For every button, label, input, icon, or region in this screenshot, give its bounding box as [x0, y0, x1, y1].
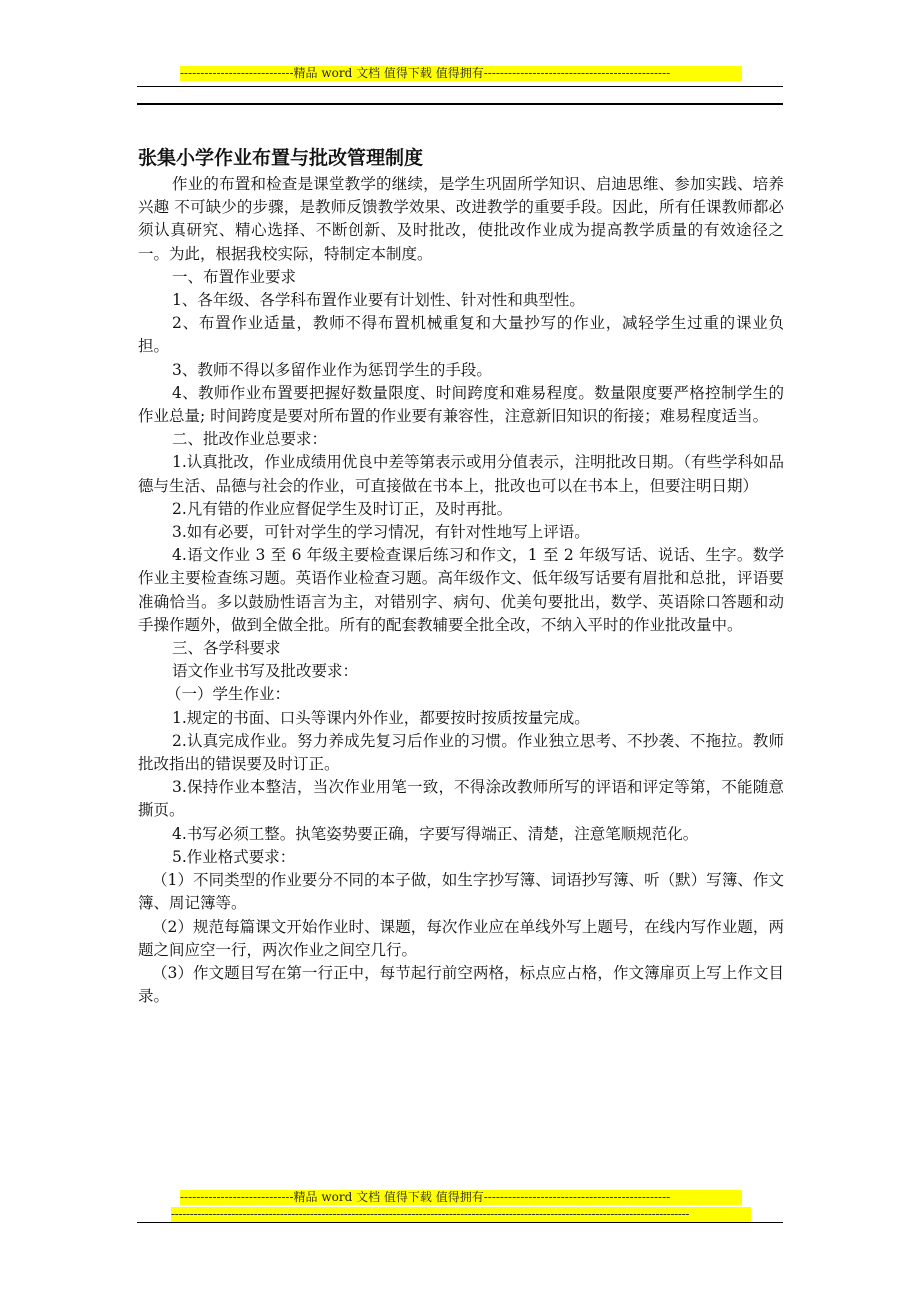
footer-banner: ----------------------------精品 word 文档 值得下载 值得拥有---------------------------------------------- — [180, 1190, 742, 1205]
page-title: 张集小学作业布置与批改管理制度 — [138, 147, 424, 169]
paragraph: 2.认真完成作业。努力养成先复习后作业的习惯。作业独立思考、不抄袭、不拖拉。教师批改指出的错误要及时订正。 — [138, 731, 784, 774]
paragraph: （1）不同类型的作业要分不同的本子做，如生字抄写簿、词语抄写簿、听（默）写簿、作文簿、周记簿等。 — [138, 871, 784, 913]
subsection-heading: 语文作业书写及批改要求： — [172, 662, 359, 681]
paragraph: 4.书写必须工整。执笔姿势要正确，字要写得端正、清楚，注意笔顺规范化。 — [172, 824, 699, 843]
paragraph: 3.保持作业本整洁，当次作业用笔一致，不得涂改教师所写的评语和评定等第，不能随意撕页。 — [138, 778, 784, 820]
header-rule-thin — [137, 86, 783, 87]
paragraph: （3）作文题目写在第一行正中，每节起行前空两格，标点应占格，作文簿扉页上写上作文目录。 — [138, 963, 784, 1006]
paragraph: 2.凡有错的作业应督促学生及时订正，及时再批。 — [172, 499, 513, 518]
section-heading-2: 二、批改作业总要求： — [172, 430, 328, 449]
footer-dashes: ------------------------------------------------------------------------------------------------------------------------------------------ — [171, 1207, 751, 1222]
document-body — [138, 144, 784, 1008]
paragraph: 5.作业格式要求： — [172, 847, 296, 866]
paragraph: （2）规范每篇课文开始作业时、课题，每次作业应在单线外写上题号，在线内写作业题，两题之间应空一行，两次作业之间空几行。 — [138, 917, 784, 959]
header-banner: ----------------------------精品 word 文档 值得下载 值得拥有---------------------------------------------- — [180, 66, 742, 81]
paragraph: 4.语文作业 3 至 6 年级主要检查课后练习和作文，1 至 2 年级写话、说话、生字。数学作业主要检查练习题。英语作业检查习题。高年级作文、低年级写话要有眉批和总批，评语要准确恰当。多以鼓励性语言为主，对错别字、病句、优美句要批出，数学、英语除口答题和动手操作题外，做到全做全批。所有的配套教辅要全批全改，不纳入平时的作业批改量中。 — [138, 546, 784, 634]
footer-rule — [137, 1222, 783, 1223]
section-heading-3: 三、各学科要求 — [172, 639, 281, 658]
subsection-heading: （一）学生作业： — [166, 685, 291, 704]
paragraph: 2、布置作业适量，教师不得布置机械重复和大量抄写的作业，减轻学生过重的课业负担。 — [138, 314, 784, 356]
paragraph: 1、各年级、各学科布置作业要有计划性、针对性和典型性。 — [172, 291, 585, 310]
paragraph-intro: 作业的布置和检查是课堂教学的继续，是学生巩固所学知识、启迪思维、参加实践、培养兴趣 不可缺少的步骤，是教师反馈教学效果、改进教学的重要手段。因此，所有任课教师都必须认真研究、精心选择、不断创新、及时批改，使批改作业成为提高教学质量的有效途径之一。为此，根据我校实际，特制定本制度。 — [138, 175, 784, 263]
paragraph: 4、教师作业布置要把握好数量限度、时间跨度和难易程度。数量限度要严格控制学生的作业总量; 时间跨度是要对所布置的作业要有兼容性，注意新旧知识的衔接；难易程度适当。 — [138, 383, 784, 426]
header-rule-thick — [137, 103, 783, 105]
paragraph: 3.如有必要，可针对学生的学习情况，有针对性地写上评语。 — [172, 523, 590, 542]
paragraph: 3、教师不得以多留作业作为惩罚学生的手段。 — [172, 360, 492, 379]
paragraph: 1.规定的书面、口头等课内外作业，都要按时按质按量完成。 — [172, 708, 590, 727]
section-heading-1: 一、布置作业要求 — [172, 267, 297, 286]
paragraph: 1.认真批改，作业成绩用优良中差等第表示或用分值表示，注明批改日期。（有些学科如品德与生活、品德与社会的作业，可直接做在书本上，批改也可以在书本上，但要注明日期） — [138, 453, 784, 495]
